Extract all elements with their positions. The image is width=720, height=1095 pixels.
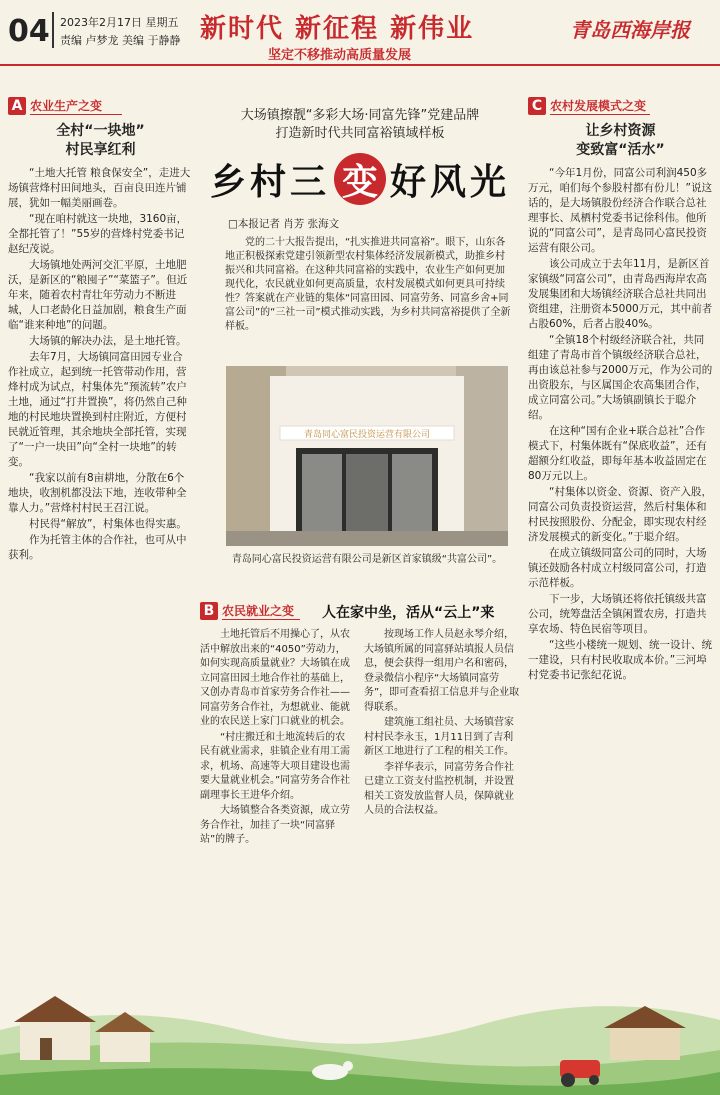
- paragraph: 土地托管后不用操心了，从农活中解放出来的“4050”劳动力，如何实现高质量就业？大场镇在成立同富田园土地合作社的基础上，又创办青岛市首家劳务合作社——同富劳务合作社，为想就业、能就业的农民送上家门口就业的机会。: [200, 629, 350, 727]
- paragraph: 在这种“国有企业+联合总社”合作模式下，村集体既有“保底收益”，还有超额分红收益，即每年基本收益固定在80万元以上。: [528, 425, 707, 482]
- byline: □本报记者 肖芳 张海文: [228, 218, 340, 230]
- page-number: 04: [8, 14, 50, 49]
- paragraph: “村集体以资金、资源、资产入股，同富公司负责投资运营，然后村集体和村民按照股份、分配金，即实现农村经济发展模式的新变化。”于聪介绍。: [528, 486, 712, 543]
- main-title: [200, 148, 520, 210]
- section-a-title-line1: 全村“一块地”: [56, 123, 145, 139]
- paragraph: “我家以前有8亩耕地，分散在6个地块，收割机都没法下地，连收带种全靠人力。”营烽村村民王召江说。: [8, 472, 187, 514]
- main-title-right: 好风光: [390, 160, 511, 203]
- paragraph: “全镇18个村级经济联合社，共同组建了青岛市首个镇级经济联合总社，再由该总社参与2000万元，作为公司的出资股东，与区属国企农高集团合作，成立同富公司。”大场镇副镇长于聪介绍。: [528, 334, 713, 421]
- section-c-letter: C: [528, 97, 546, 115]
- paragraph: 去年7月，大场镇同富田园专业合作社成立，起到统一托管带动作用，营烽村成为试点，村集体先“预流转”农户土地，通过“打井置换”，将仍然自己种地的村民地块置换到村庄附近，方便村民就近管理，其余地块全部托管，实现了“一户一块田”向“全村一块地”的转变。: [8, 351, 187, 468]
- issue-date: 2023年2月17日 星期五: [60, 16, 179, 29]
- paragraph: 该公司成立于去年11月，是新区首家镇级“同富公司”，由青岛西海岸农高发展集团和大场镇经济联合总社共同出资组建，注册资本5000万元，其中前者占股60%，后者占股40%。: [528, 258, 713, 330]
- lead-line-1: 大场镇擦靓“多彩大场·同富先锋”党建品牌: [240, 108, 480, 123]
- section-b-letter: B: [200, 602, 218, 620]
- section-a-column: [8, 96, 193, 986]
- storefront-sign-text: 青岛同心富民投资运营有限公司: [303, 430, 431, 440]
- page-header: [0, 0, 720, 66]
- paragraph: “今年1月份，同富公司利润450多万元，咱们每个参股村都有份儿！”说这话的，是大场镇股份经济合作联合总社理事长、凤栖村党委书记徐科伟。他所说的“同富公司”，是青岛同心富民投资运营有限公司。: [528, 167, 712, 254]
- section-a-tag: [8, 96, 193, 116]
- page-number-divider: [52, 12, 54, 48]
- storefront-illustration: [226, 366, 508, 546]
- lead-line-2: 打造新时代共同富裕镇域样板: [275, 126, 445, 141]
- section-a-title-line2: 村民享红利: [65, 142, 136, 158]
- paragraph: 下一步，大场镇还将依托镇级共富公司，统筹盘活全镇闲置农房，打造共享农场、特色民宿等项目。: [528, 593, 707, 635]
- paragraph: 大场镇整合各类资源，成立劳务合作社，加挂了一块“同富驿站”的牌子。: [200, 805, 350, 845]
- section-b-title: 人在家中坐，活从“云上”来: [322, 605, 495, 621]
- section-c-name: 农村发展模式之变: [550, 97, 650, 115]
- section-b-name: 农民就业之变: [222, 602, 300, 620]
- section-a-title: [8, 122, 193, 160]
- section-c-tag: [528, 96, 713, 116]
- paragraph: 作为托管主体的合作社，也可从中获利。: [8, 534, 187, 561]
- paragraph: “现在咱村就这一块地，3160亩，全都托管了！”55岁的营烽村党委书记赵纪茂说。: [8, 213, 188, 255]
- page-headline: 新时代 新征程 新伟业: [200, 14, 475, 44]
- section-c-title: [528, 122, 713, 160]
- section-c-title-line2: 变致富“活水”: [576, 142, 665, 158]
- village-landscape-art: [0, 960, 720, 1095]
- intro-text: [225, 236, 511, 366]
- storefront-photo: [226, 366, 508, 546]
- section-c-title-line1: 让乡村资源: [585, 123, 656, 139]
- paragraph: 大场镇的解决办法，是土地托管。: [29, 335, 187, 347]
- section-b-column-2: [364, 628, 520, 928]
- paragraph: “村庄搬迁和土地流转后的农民有就业需求，驻镇企业有用工需求，机场、高速等大项目建设也需要大量就业机会。”同富劳务合作社副理事长王进华介绍。: [200, 731, 351, 801]
- section-b-tag: [200, 602, 300, 620]
- section-c-column: [528, 96, 713, 986]
- page-subhead: 坚定不移推动高质量发展: [268, 48, 412, 63]
- paragraph: “土地大托管 粮食保安全”，走进大场镇营烽村田间地头，百亩良田连片铺展，犹如一幅美丽画卷。: [8, 167, 191, 209]
- section-b-column-1: [200, 628, 352, 928]
- paragraph: 大场镇地处两河交汇平原，土地肥沃，是新区的“粮囤子”“菜篮子”。但近年来，随着农村青壮年劳动力不断进城，人口老龄化日益加剧，粮食生产面临“谁来种地”的问题。: [8, 259, 188, 331]
- footer-illustration: [0, 960, 720, 1095]
- section-a-name: 农业生产之变: [30, 97, 122, 115]
- paragraph: 李祥华表示，同富劳务合作社已建立工资支付监控机制，并设置相关工资发放监督人员，保障就业人员的合法权益。: [364, 761, 514, 816]
- main-title-left: 乡村三: [209, 160, 330, 203]
- newspaper-brand-logo: 青岛西海岸报: [570, 18, 690, 42]
- editors: 责编 卢梦龙 美编 于静静: [60, 34, 181, 47]
- paragraph: 村民得“解放”，村集体也得实惠。: [29, 518, 187, 530]
- paragraph: 建筑施工组社员、大场镇营家村村民李永玉，1月11日到了吉利新区工地进行了工程的相关工作。: [364, 717, 514, 757]
- paragraph: “这些小楼统一规划、统一设计、统一建设，只有村民收取成本价。”三河埠村党委书记张纪花说。: [528, 639, 712, 681]
- paragraph: 按现场工作人员赵永琴介绍，大场镇所属的同富驿站填报人员信息，便会获得一组用户名和密码，登录微信小程序“大场镇同富劳务”，即可查看招工信息并与企业取得联系。: [364, 629, 520, 713]
- main-title-highlight: 变: [334, 153, 386, 205]
- section-a-letter: A: [8, 97, 26, 115]
- paragraph: 在成立镇级同富公司的同时，大场镇还鼓励各村成立村级同富公司，打造示范样板。: [528, 547, 707, 589]
- photo-caption: 青岛同心富民投资运营有限公司是新区首家镇级“共富公司”。: [231, 554, 503, 565]
- intro-paragraph: 党的二十大报告提出，“扎实推进共同富裕”。眼下，山东各地正积极探索党建引领新型农村集体经济发展新模式，助推乡村振兴和共同富裕。在这种共同富裕的实践中，农业生产如何更加现代化，农民就业如何更高质量，农村发展模式如何更具可持续性？答案就在产业链的集体“同富田园、同富劳务、同富乡舍+同富公司”的“三社一司”模式推动实践，为乡村共同富裕提供了全新样板。: [225, 237, 511, 332]
